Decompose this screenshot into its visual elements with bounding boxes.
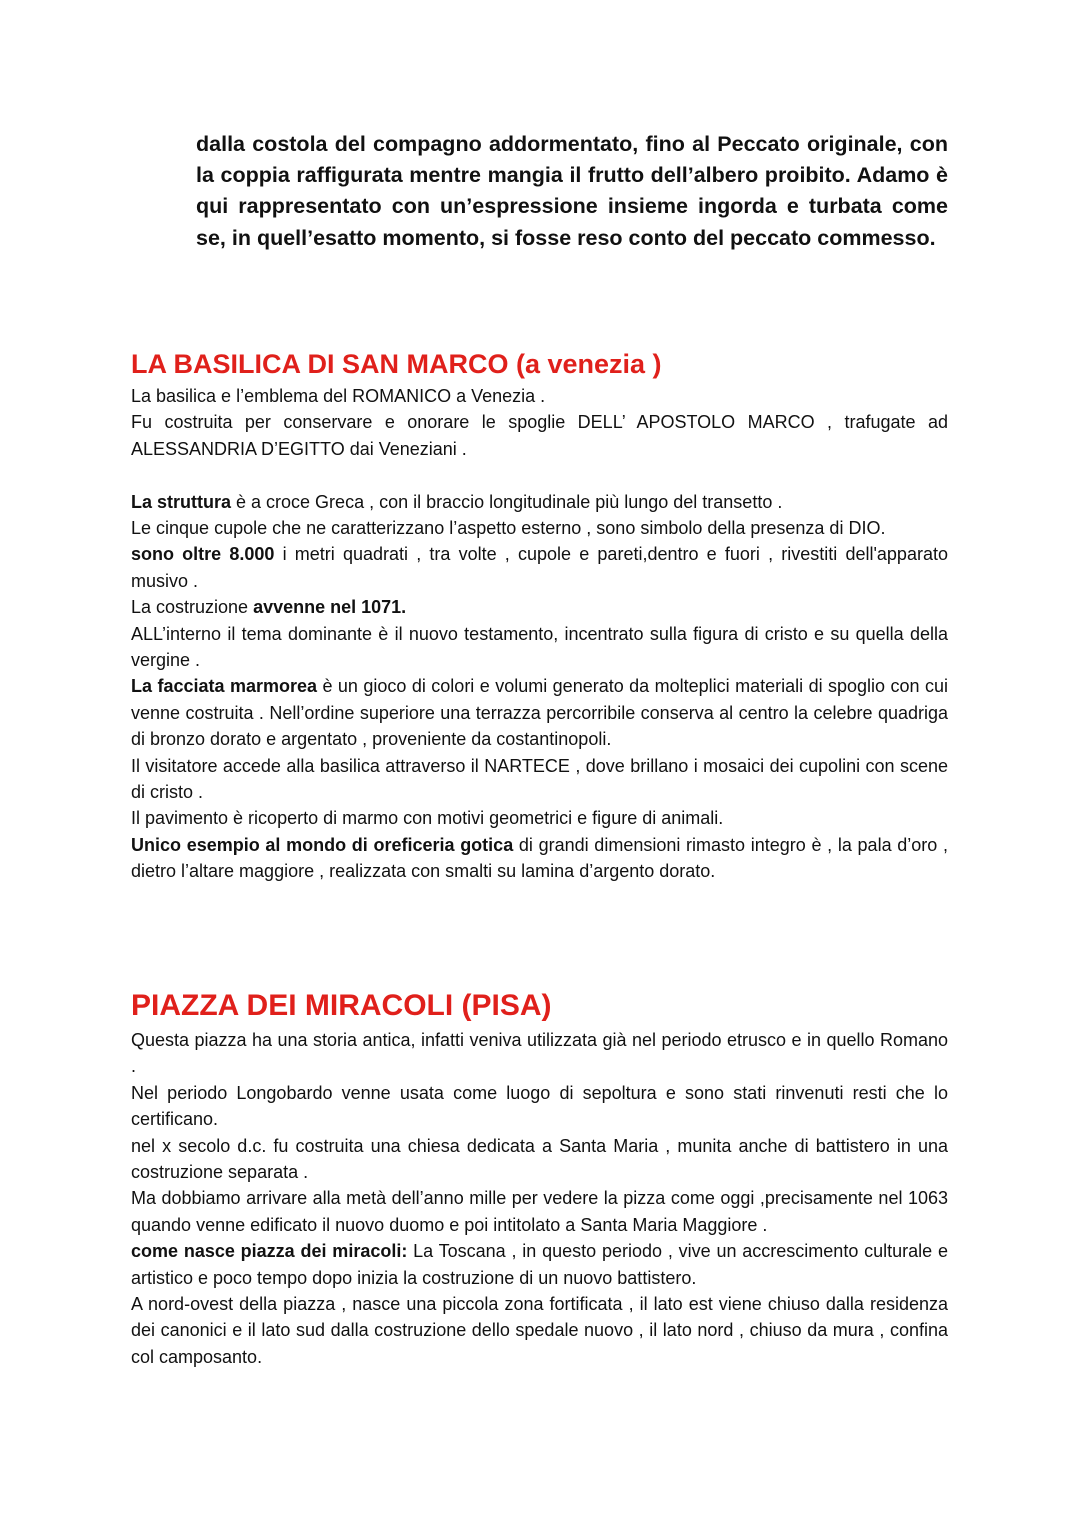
paragraph: [131, 673, 948, 752]
paragraph: Il pavimento è ricoperto di marmo con motivi geometrici e figure di animali.: [131, 808, 724, 829]
intro-paragraph: dalla costola del compagno addormentato, fino al Peccato originale, con la coppia raffigurata mentre mangia il frutto dell’albero proibito. Adamo è qui rappresentato con un’espressione insieme ingorda e turbata come se, in quell’esatto momento, si fosse reso conto del peccato commesso.: [196, 132, 948, 250]
paragraph-gap: [131, 462, 948, 488]
bold-text: avvenne nel 1071.: [253, 597, 407, 618]
paragraph: nel x secolo d.c. fu costruita una chiesa dedicata a Santa Maria , munita anche di battistero in una costruzione separata .: [131, 1135, 948, 1183]
bold-text: La struttura: [131, 491, 232, 512]
paragraph: Nel periodo Longobardo venne usata come luogo di sepoltura e sono stati rinvenuti resti che lo certificano.: [131, 1082, 948, 1130]
paragraph: [131, 489, 948, 515]
bold-text: La facciata marmorea: [131, 676, 317, 697]
section-title-san-marco: LA BASILICA DI SAN MARCO (a venezia ): [131, 349, 662, 379]
paragraph: [131, 832, 948, 885]
paragraph: La basilica e l’emblema del ROMANICO a Venezia .: [131, 386, 546, 406]
paragraph: ALL’interno il tema dominante è il nuovo testamento, incentrato sulla figura di cristo e su quella della vergine .: [131, 623, 948, 671]
paragraph: [131, 1238, 948, 1291]
text: i metri quadrati , tra volte , cupole e pareti,dentro e fuori , rivestiti dell'apparato musivo .: [131, 544, 948, 591]
bold-text: come nasce piazza dei miracoli:: [131, 1241, 408, 1262]
text: è a croce Greca , con il braccio longitudinale più lungo del transetto .: [231, 491, 783, 512]
text: La costruzione: [131, 597, 254, 618]
section-san-marco: [131, 346, 948, 885]
paragraph: Fu costruita per conservare e onorare le spoglie DELL’ APOSTOLO MARCO , trafugate ad ALESSANDRIA D’EGITTO dai Veneziani .: [131, 412, 948, 459]
paragraph: A nord-ovest della piazza , nasce una piccola zona fortificata , il lato est viene chiuso dalla residenza dei canonici e il lato sud dalla costruzione dello spedale nuovo , il lato nord , chiuso da mura , confina col camposanto.: [131, 1294, 948, 1367]
section-piazza-miracoli: [131, 985, 948, 1370]
text: La Toscana , in questo periodo , vive un accrescimento culturale e artistico e poco tempo dopo inizia la costruzione di un nuovo battistero.: [131, 1241, 948, 1288]
text: di grandi dimensioni rimasto integro è , la pala d’oro , dietro l’altare maggiore , realizzata con smalti su lamina d’argento dorato.: [131, 834, 948, 882]
paragraph: Ma dobbiamo arrivare alla metà dell’anno mille per vedere la pizza come oggi ,precisamente nel 1063 quando venne edificato il nuovo duomo e poi intitolato a Santa Maria Maggiore .: [131, 1188, 948, 1235]
text: è un gioco di colori e volumi generato da molteplici materiali di spoglio con cui venne costruita . Nell’ordine superiore una terrazza percorribile conserva al centro la celebre quadriga di bronzo dorato e argentato , proveniente da costantinopoli.: [131, 676, 948, 750]
paragraph: [131, 541, 948, 594]
paragraph: [131, 594, 948, 620]
paragraph: Le cinque cupole che ne caratterizzano l’aspetto esterno , sono simbolo della presenza di DIO.: [131, 518, 886, 539]
paragraph: Il visitatore accede alla basilica attraverso il NARTECE , dove brillano i mosaici dei cupolini con scene di cristo .: [131, 755, 948, 803]
paragraph: Questa piazza ha una storia antica, infatti veniva utilizzata già nel periodo etrusco e in quello Romano .: [131, 1030, 948, 1077]
bold-text: sono oltre 8.000: [131, 544, 275, 565]
bold-text: Unico esempio al mondo di oreficeria gotica: [131, 834, 514, 855]
section-title-piazza-miracoli: PIAZZA DEI MIRACOLI (PISA): [131, 989, 552, 1022]
